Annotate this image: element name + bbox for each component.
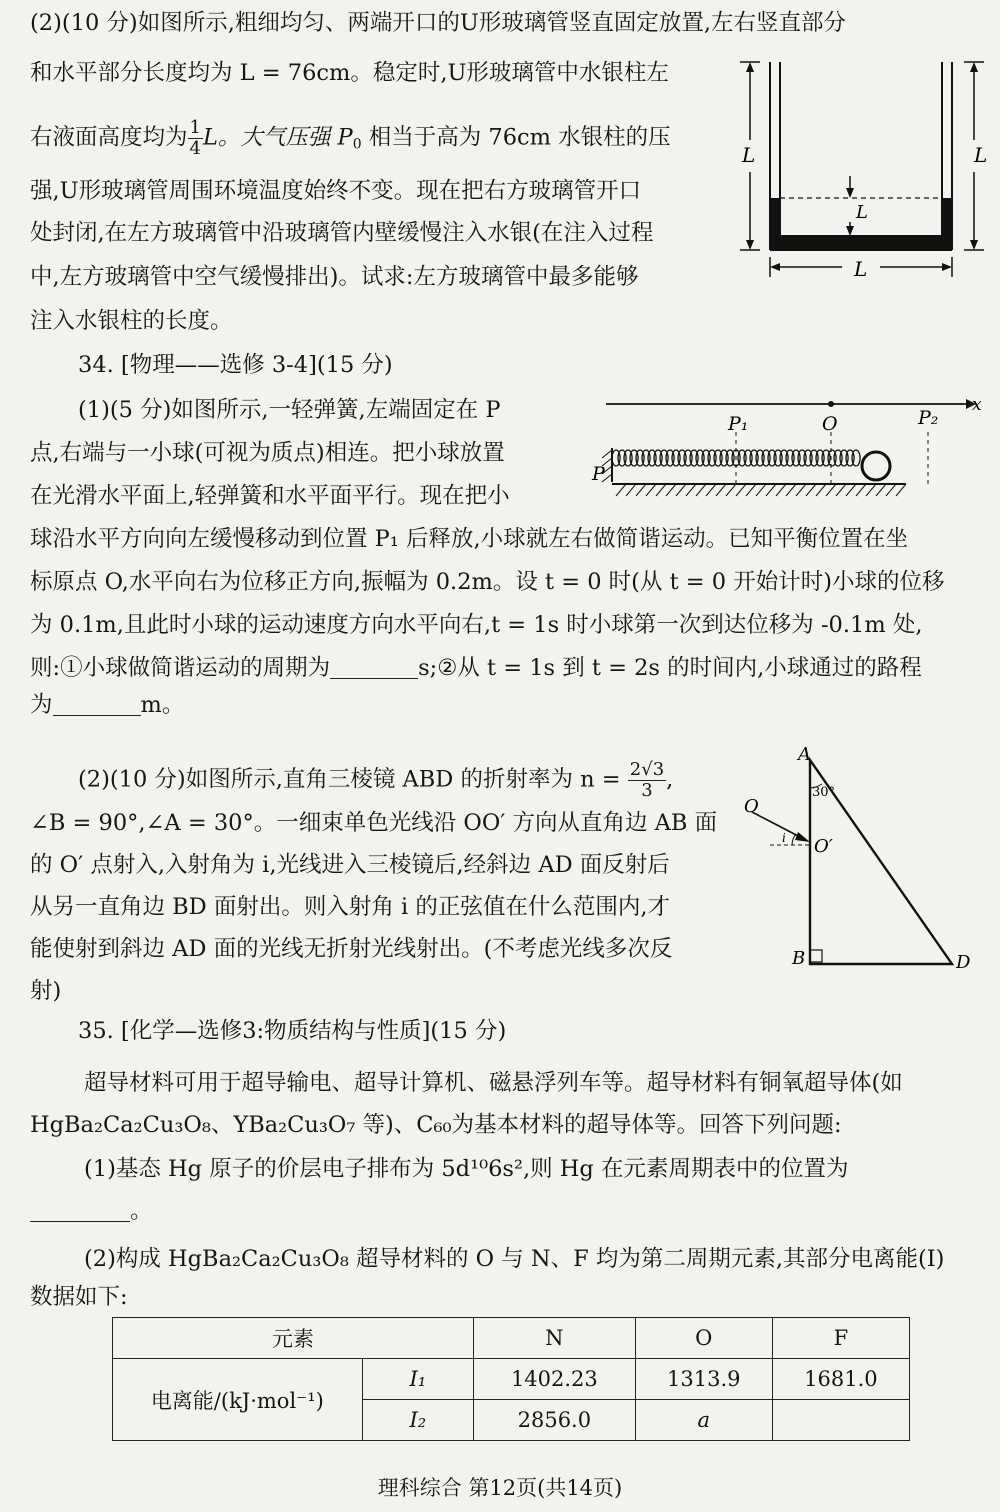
- header-element: 元素: [113, 1318, 474, 1359]
- q33-2-line-3: 右液面高度均为 $\frac{1}{4}$ L。大气压强 $P_0$ 相当于高为 76cm 水银柱的压: [30, 117, 671, 159]
- label-L-left: L: [742, 143, 756, 167]
- q34-1-line-7: 则:①小球做简谐运动的周期为 s;②从 t = 1s 到 t = 2s 的时间内,小球通过的路程: [30, 655, 922, 681]
- q34-1-line-4: 球沿水平方向向左缓慢移动到位置 P₁ 后释放,小球就左右做简谐运动。已知平衡位置在坐: [30, 526, 909, 552]
- table-header-row: [113, 1318, 910, 1359]
- label-angle-30: 30°: [812, 785, 836, 800]
- label-L-bottom: L: [854, 257, 868, 281]
- label-x-axis: x: [972, 395, 982, 415]
- q34-2-line-4: 从另一直角边 BD 面射出。则入射角 i 的正弦值在什么范围内,才: [30, 894, 671, 920]
- page-footer: 理科综合 第12页(共14页): [377, 1476, 623, 1500]
- label-O: O: [744, 796, 759, 817]
- label-D: D: [956, 952, 971, 973]
- row-name-I1: I₁: [362, 1359, 473, 1400]
- q34-1-line-1: (1)(5 分)如图所示,一轻弹簧,左端固定在 P: [78, 397, 501, 423]
- label-P2: P₂: [918, 407, 939, 429]
- q35-1-line-1: (1)基态 Hg 原子的价层电子排布为 5d¹⁰6s²,则 Hg 在元素周期表中的位置为: [84, 1156, 849, 1182]
- q34-2-line-6: 射): [30, 978, 62, 1004]
- cell-N-I1: 1402.23: [474, 1359, 636, 1400]
- q33-2-line-4: 强,U形玻璃管周围环境温度始终不变。现在把右方玻璃管开口: [30, 178, 642, 204]
- cell-O-I2: a: [635, 1400, 772, 1441]
- q34-title: 34. [物理——选修 3-4](15 分): [78, 352, 393, 378]
- prism-figure: [730, 742, 990, 982]
- q34-2-line-2: ∠B = 90°,∠A = 30°。一细束单色光线沿 OO′ 方向从直角边 AB 面: [30, 810, 718, 836]
- cell-F-I2: [772, 1400, 909, 1441]
- spring-figure: [586, 392, 986, 502]
- row-label-ionization-energy: 电离能/(kJ·mol⁻¹): [113, 1359, 363, 1441]
- label-A: A: [798, 744, 811, 765]
- q35-intro-1: 超导材料可用于超导输电、超导计算机、磁悬浮列车等。超导材料有铜氧超导体(如: [84, 1070, 903, 1096]
- fraction-quarter: $\frac{1}{4}$: [189, 117, 201, 159]
- fraction-refractive-index: $\frac{2√3}{3}$: [629, 759, 665, 801]
- label-P1: P₁: [728, 413, 749, 435]
- label-O: O: [822, 413, 838, 435]
- q35-title: 35. [化学—选修3:物质结构与性质](15 分): [78, 1018, 507, 1044]
- table-row: [113, 1359, 910, 1400]
- cell-F-I1: 1681.0: [772, 1359, 909, 1400]
- mercury-column: [770, 236, 952, 250]
- row-name-I2: I₂: [362, 1400, 473, 1441]
- label-P: P: [592, 463, 605, 485]
- header-F: F: [772, 1318, 909, 1359]
- q33-2-line-7: 注入水银柱的长度。: [30, 308, 233, 334]
- q34-2-line-1: (2)(10 分)如图所示,直角三棱镜 ABD 的折射率为 n = $\frac{2√3}{3}$ ,: [78, 759, 674, 801]
- label-B: B: [792, 948, 806, 969]
- q35-2-line-2: 数据如下:: [30, 1284, 128, 1310]
- label-quarter-L: L: [856, 202, 868, 223]
- answer-blank-distance: [53, 693, 141, 716]
- ionization-energy-table: [112, 1317, 910, 1441]
- label-incidence-angle: i: [782, 831, 786, 845]
- q33-2-line-6: 中,左方玻璃管中空气缓慢排出)。试求:左方玻璃管中最多能够: [30, 264, 639, 290]
- header-N: N: [474, 1318, 636, 1359]
- answer-blank-hg-position: [30, 1199, 130, 1222]
- q34-1-line-2: 点,右端与一小球(可视为质点)相连。把小球放置: [30, 440, 505, 466]
- answer-blank-period: [330, 656, 418, 679]
- cell-O-I1: 1313.9: [635, 1359, 772, 1400]
- q33-2-line-1: (2)(10 分)如图所示,粗细均匀、两端开口的U形玻璃管竖直固定放置,左右竖直部分: [30, 10, 846, 36]
- header-O: O: [635, 1318, 772, 1359]
- q34-1-line-5: 标原点 O,水平向右为位移正方向,振幅为 0.2m。设 t = 0 时(从 t = 0 开始计时)小球的位移: [30, 569, 945, 595]
- u-tube-figure: [732, 52, 992, 292]
- q34-1-line-6: 为 0.1m,且此时小球的运动速度方向水平向右,t = 1s 时小球第一次到达位移为 -0.1m 处,: [30, 612, 923, 638]
- q35-intro-2: HgBa₂Ca₂Cu₃O₈、YBa₂Cu₃O₇ 等)、C₆₀为基本材料的超导体等。回答下列问题:: [30, 1112, 842, 1138]
- label-L-right: L: [974, 143, 988, 167]
- q34-1-line-8: 为 m。: [30, 692, 185, 718]
- q35-1-line-2: 。: [30, 1196, 153, 1226]
- q34-2-line-3: 的 O′ 点射入,入射角为 i,光线进入三棱镜后,经斜边 AD 面反射后: [30, 852, 670, 878]
- q33-2-line-5: 处封闭,在左方玻璃管中沿玻璃管内壁缓慢注入水银(在注入过程: [30, 220, 654, 246]
- cell-N-I2: 2856.0: [474, 1400, 636, 1441]
- q34-2-line-5: 能使射到斜边 AD 面的光线无折射光线射出。(不考虑光线多次反: [30, 936, 673, 962]
- q34-1-line-3: 在光滑水平面上,轻弹簧和水平面平行。现在把小: [30, 483, 510, 509]
- q35-2-line-1: (2)构成 HgBa₂Ca₂Cu₃O₈ 超导材料的 O 与 N、F 均为第二周期元素,其部分电离能(I): [84, 1246, 945, 1272]
- q33-2-line-2: 和水平部分长度均为 L = 76cm。稳定时,U形玻璃管中水银柱左: [30, 60, 669, 86]
- label-O-prime: O′: [814, 836, 833, 857]
